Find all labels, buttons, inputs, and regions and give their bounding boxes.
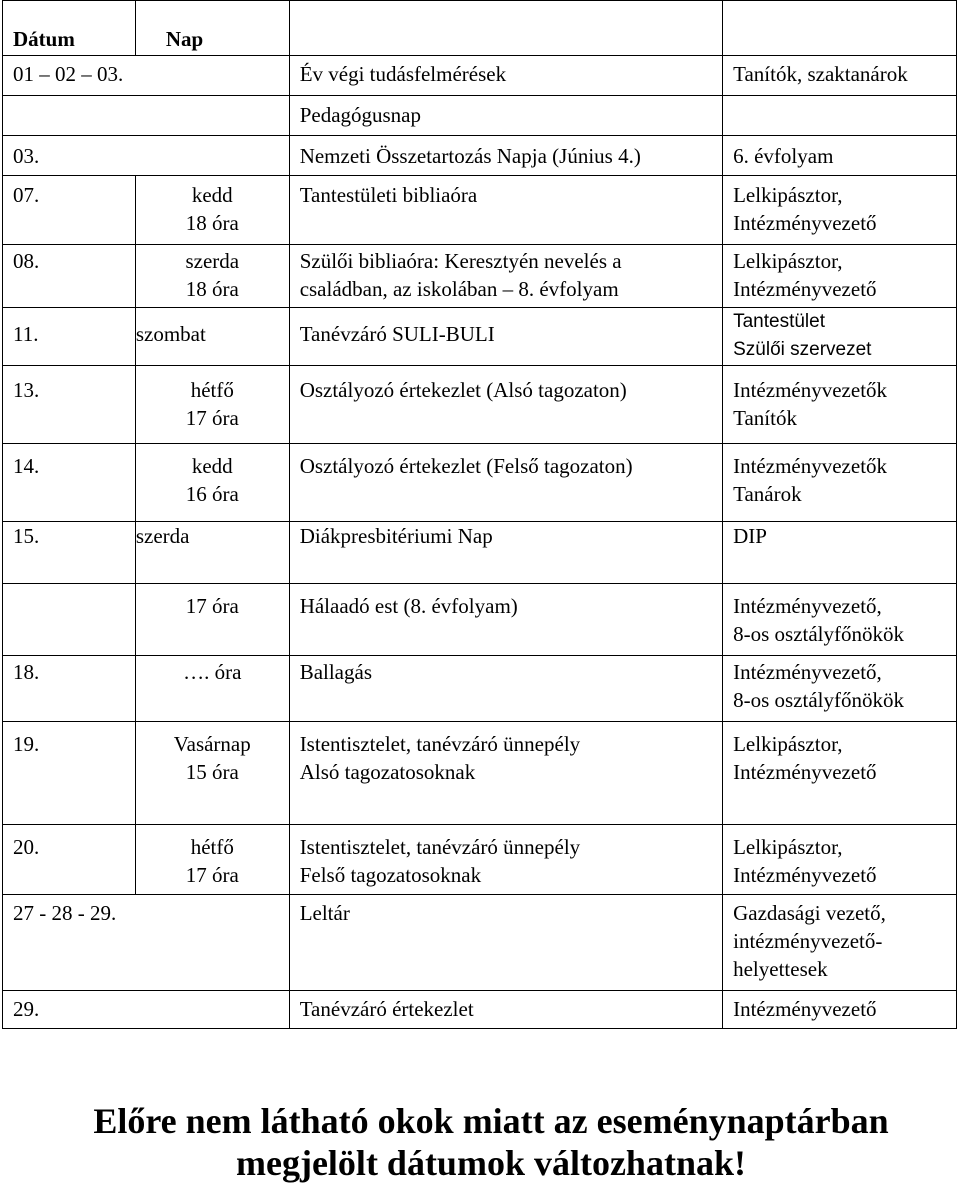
day-cell: szombat (135, 308, 289, 366)
day-cell: …. óra (135, 656, 289, 722)
responsible-cell (723, 96, 957, 136)
event-cell: Év végi tudásfelmérések (289, 56, 722, 96)
event-cell: Hálaadó est (8. évfolyam) (289, 584, 722, 656)
date-cell: 27 - 28 - 29. (3, 895, 290, 991)
responsible-cell: Intézményvezető, 8-os osztályfőnökök (723, 584, 957, 656)
day-cell: szerda (135, 522, 289, 584)
responsible-cell: Gazdasági vezető, intézményvezető- helyettesek (723, 895, 957, 991)
event-cell: Szülői bibliaóra: Keresztyén nevelés a családban, az iskolában – 8. évfolyam (289, 245, 722, 308)
date-cell: 20. (3, 825, 136, 895)
table-row (3, 656, 957, 722)
table-row (3, 366, 957, 444)
responsible-cell: Lelkipásztor, Intézményvezető (723, 825, 957, 895)
footer-notice (0, 1100, 960, 1184)
date-cell (3, 584, 136, 656)
header-date: Dátum (3, 1, 136, 56)
event-cell: Diákpresbitériumi Nap (289, 522, 722, 584)
date-cell: 14. (3, 444, 136, 522)
responsible-cell: Intézményvezetők Tanítók (723, 366, 957, 444)
responsible-cell: Tanítók, szaktanárok (723, 56, 957, 96)
responsible-cell: Lelkipásztor, Intézményvezető (723, 176, 957, 245)
header-day: Nap (135, 1, 289, 56)
event-cell: Osztályozó értekezlet (Alsó tagozaton) (289, 366, 722, 444)
table-row (3, 444, 957, 522)
day-cell: kedd 18 óra (135, 176, 289, 245)
event-cell: Pedagógusnap (289, 96, 722, 136)
header-event (289, 1, 722, 56)
table-row (3, 308, 957, 366)
event-cell: Tanévzáró SULI-BULI (289, 308, 722, 366)
responsible-cell: 6. évfolyam (723, 136, 957, 176)
table-row (3, 136, 957, 176)
date-cell: 29. (3, 991, 290, 1029)
responsible-cell: Intézményvezető (723, 991, 957, 1029)
day-cell: kedd 16 óra (135, 444, 289, 522)
day-cell: hétfő 17 óra (135, 366, 289, 444)
responsible-cell: DIP (723, 522, 957, 584)
table-row (3, 176, 957, 245)
date-cell (3, 96, 290, 136)
date-cell: 11. (3, 308, 136, 366)
event-cell: Leltár (289, 895, 722, 991)
table-row (3, 722, 957, 825)
table-header-row (3, 1, 957, 56)
day-cell: Vasárnap 15 óra (135, 722, 289, 825)
table-row (3, 991, 957, 1029)
event-cell: Ballagás (289, 656, 722, 722)
event-calendar-table (2, 0, 957, 1029)
table-row (3, 825, 957, 895)
table-row (3, 245, 957, 308)
day-cell: 17 óra (135, 584, 289, 656)
responsible-cell: Lelkipásztor, Intézményvezető (723, 722, 957, 825)
responsible-cell: Tantestület Szülői szervezet (723, 308, 957, 366)
date-cell: 08. (3, 245, 136, 308)
date-cell: 15. (3, 522, 136, 584)
event-cell: Tanévzáró értekezlet (289, 991, 722, 1029)
event-cell: Istentisztelet, tanévzáró ünnepély Felső tagozatosoknak (289, 825, 722, 895)
table-row (3, 56, 957, 96)
responsible-cell: Intézményvezető, 8-os osztályfőnökök (723, 656, 957, 722)
date-cell: 19. (3, 722, 136, 825)
responsible-cell: Intézményvezetők Tanárok (723, 444, 957, 522)
date-cell: 01 – 02 – 03. (3, 56, 290, 96)
header-responsible (723, 1, 957, 56)
date-cell: 13. (3, 366, 136, 444)
date-cell: 03. (3, 136, 290, 176)
table-row (3, 584, 957, 656)
responsible-cell: Lelkipásztor, Intézményvezető (723, 245, 957, 308)
footer-line-2: megjelölt dátumok változhatnak! (236, 1143, 746, 1183)
footer-line-1: Előre nem látható okok miatt az eseménynaptárban (93, 1101, 889, 1141)
table-row (3, 96, 957, 136)
date-cell: 07. (3, 176, 136, 245)
day-cell: szerda 18 óra (135, 245, 289, 308)
day-cell: hétfő 17 óra (135, 825, 289, 895)
event-cell: Tantestületi bibliaóra (289, 176, 722, 245)
event-cell: Istentisztelet, tanévzáró ünnepély Alsó tagozatosoknak (289, 722, 722, 825)
event-cell: Nemzeti Összetartozás Napja (Június 4.) (289, 136, 722, 176)
date-cell: 18. (3, 656, 136, 722)
table-row (3, 522, 957, 584)
table-row (3, 895, 957, 991)
event-cell: Osztályozó értekezlet (Felső tagozaton) (289, 444, 722, 522)
